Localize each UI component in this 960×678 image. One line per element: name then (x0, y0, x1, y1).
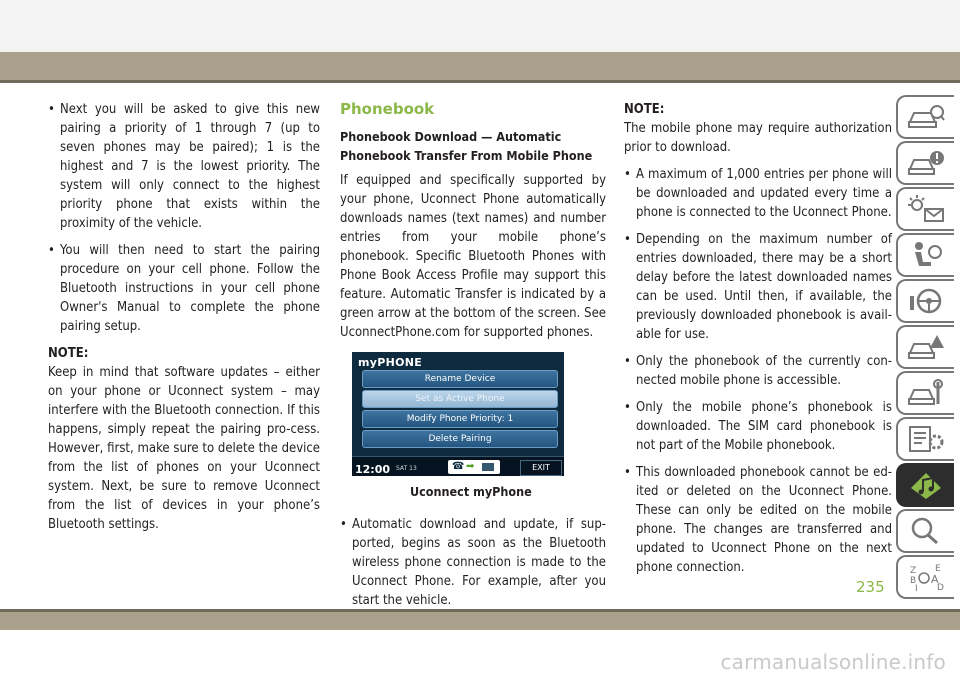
page-number: 235 (856, 578, 885, 596)
myphone-screen-figure (352, 352, 564, 476)
phonebook-icon (482, 463, 494, 471)
list-item: • Next you will be asked to give this new pairing a priority of 1 through 7 (up to seven phones may be paired); 1 is the highest and 7 is the lowest priority. The system will only connect to the highest priority phone that exists within the proximity of the vehicle. (48, 102, 320, 231)
figure-caption: Uconnect myPhone (410, 484, 532, 499)
clock: 12:00 (355, 463, 391, 476)
column-left (48, 100, 320, 542)
sat-label: SAT 13 (396, 465, 417, 472)
phone-icon: ☎ (452, 461, 465, 472)
column-middle (340, 100, 606, 618)
screen-status-bar (352, 456, 564, 476)
note-label: NOTE: (624, 102, 665, 117)
tab-car-info[interactable] (896, 95, 954, 139)
subheading: Phonebook Download — Automatic Phonebook Transfer From Mobile Phone (340, 129, 593, 163)
svg-text:A: A (931, 573, 939, 586)
tab-warning-lights[interactable] (896, 141, 954, 185)
maintenance-settings-icon (907, 424, 945, 454)
list-item: • Automatic download and update, if sup-ported, begins as soon as the Bluetooth wireless phone connection is made to the Uconnect Phone. For example, after you start the vehicle. (340, 517, 606, 608)
seat-airbag-icon (907, 240, 945, 270)
list-item: • Depending on the maximum number of entries downloaded, there may be a short delay before the latest downloaded names can be used. Until then, if available, the previously downloaded phonebook is avail-able for use. (624, 232, 892, 342)
paragraph: If equipped and specifically supported by your phone, Uconnect Phone automatically downloads names (text names) and number entries from your mobile phone’s phonebook. Specific Bluetooth Phones with Phone Book Access Profile may support this feature. Automatic Transfer is indicated by a green arrow at the bottom of the screen. See UconnectPhone.com for supported phones. (340, 173, 606, 340)
alphabetical-index-icon (907, 562, 945, 592)
tab-customer-assistance[interactable] (896, 509, 954, 553)
list-item: • This downloaded phonebook cannot be ed-ited or deleted on the Uconnect Phone. These can only be edited on the mobile phone. The changes are transferred and updated to Uconnect Phone on the next phone connection. (624, 465, 892, 575)
tab-lights-messages[interactable] (896, 187, 954, 231)
car-hazard-icon (907, 332, 945, 362)
list-item: • A maximum of 1,000 entries per phone will be downloaded and updated every time a phone is connected to the Uconnect Phone. (624, 167, 892, 220)
warning-light-icon (907, 148, 945, 178)
tab-safety[interactable] (896, 233, 954, 277)
lights-message-icon (907, 194, 945, 224)
svg-text:E: E (935, 564, 941, 574)
set-active-phone-button[interactable]: Set as Active Phone (362, 390, 558, 408)
list-item: • You will then need to start the pairing procedure on your cell phone. Follow the Bluetooth instructions in your cell phone Owner's Manual to complete the phone pairing setup. (48, 243, 320, 334)
top-margin (0, 0, 960, 52)
column-right (624, 100, 892, 585)
header-rule (0, 80, 960, 83)
list-item: • Only the mobile phone’s phonebook is downloaded. The SIM card phonebook is not part of the Mobile phonebook. (624, 400, 892, 453)
header-banner (0, 52, 960, 80)
rename-device-button[interactable]: Rename Device (362, 370, 558, 388)
note-text: Keep in mind that software updates – either on your phone or Uconnect system – may interfere with the Bluetooth connection. If this happens, simply repeat the pairing pro-cess. However, first, make sure to delete the device from the list of phones on your Uconnect system. Next, be sure to remove Uconnect from the list of devices in your phone’s Bluetooth settings. (48, 365, 320, 532)
footer-banner (0, 612, 960, 630)
tab-emergency[interactable] (896, 325, 954, 369)
tab-starting-operating[interactable] (896, 279, 954, 323)
tab-technical-specs[interactable] (896, 417, 954, 461)
note-text: The mobile phone may require authorization prior to download. (624, 121, 892, 155)
svg-text:Z: Z (910, 566, 917, 576)
list-item: • Only the phonebook of the currently con-nected mobile phone is accessible. (624, 354, 892, 388)
svg-text:D: D (937, 583, 944, 592)
section-title: Phonebook (340, 100, 435, 118)
svg-text:I: I (915, 584, 918, 592)
exit-button[interactable]: EXIT (520, 460, 562, 476)
modify-priority-button[interactable]: Modify Phone Priority: 1 (362, 410, 558, 428)
delete-pairing-button[interactable]: Delete Pairing (362, 430, 558, 448)
screen-title: myPHONE (358, 356, 423, 369)
multimedia-music-icon (907, 470, 945, 500)
svg-text:B: B (910, 576, 917, 586)
car-service-icon (907, 378, 945, 408)
tab-servicing[interactable] (896, 371, 954, 415)
watermark: carmanualsonline.info (720, 650, 946, 674)
steering-wheel-icon (907, 286, 945, 316)
phone-transfer-indicator (448, 460, 500, 474)
tab-index[interactable] (896, 555, 954, 599)
search-index-icon (907, 516, 945, 546)
tab-multimedia[interactable] (896, 463, 954, 507)
note-label: NOTE: (48, 346, 89, 361)
green-arrow-icon: ➡ (466, 461, 475, 472)
car-info-icon (907, 102, 945, 132)
